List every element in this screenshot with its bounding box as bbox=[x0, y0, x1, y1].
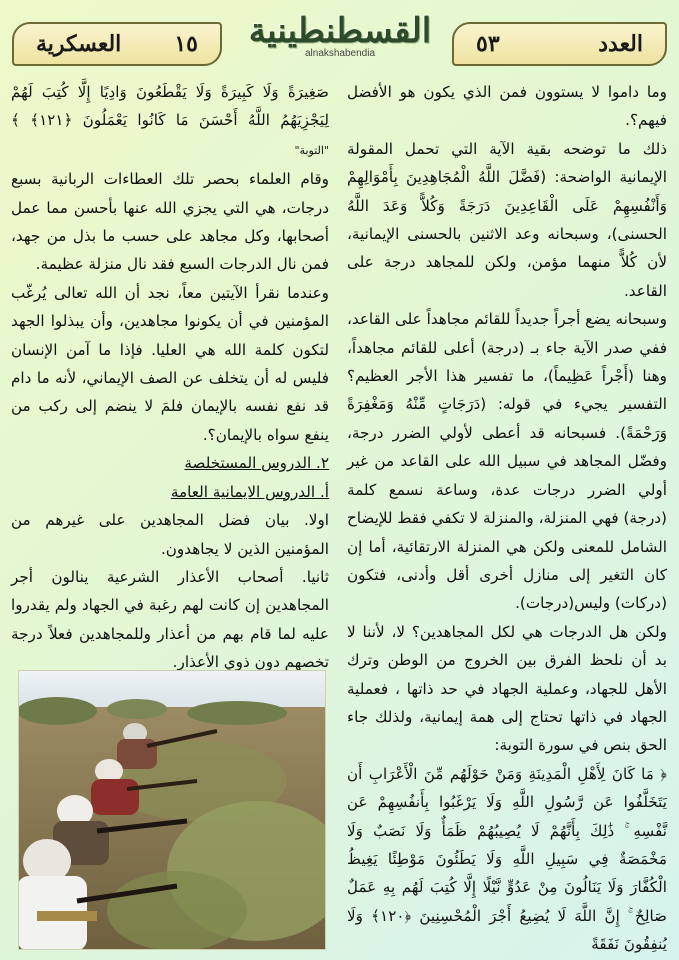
section-heading: ٢. الدروس المستخلصة bbox=[184, 454, 329, 473]
paragraph: ذلك ما توضحه بقية الآية التي تحمل المقولة الإيمانية الواضحة: (فَضَّلَ اللَّهُ الْمُجَاهِدِينَ بِأَمْوَالِهِمْ وَأَنْفُسِهِمْ عَلَى الْقَاعِدِينَ دَرَجَةً وَكُلاًّ وَعَدَ اللَّهُ الحسنى)، وسبحانه وعد الاثنين بالحسنى الإيمانية، لأن كُلاًّ منهما مؤمن، ولكن للمجاهد درجة على القاعد. bbox=[347, 139, 667, 300]
photo-illustration bbox=[18, 671, 325, 950]
quran-verse: ﴿ مَا كَانَ لِأَهْلِ الْمَدِينَةِ وَمَنْ حَوْلَهُم مِّنَ الْأَعْرَابِ أَن يَتَخَلَّفُوا عَن رَّسُولِ اللَّهِ وَلَا يَرْغَبُوا بِأَنفُسِهِمْ عَن نَّفْسِهِ ۚ ذَٰلِكَ بِأَنَّهُمْ لَا يُصِيبُهُمْ ظَمَأٌ وَلَا نَصَبٌ وَلَا مَخْمَصَةٌ فِي سَبِيلِ اللَّهِ وَلَا يَطَئُونَ مَوْطِئًا يَغِيظُ الْكُفَّارَ وَلَا يَنَالُونَ مِنْ عَدُوٍّ نَّيْلًا إِلَّا كُتِبَ لَهُم بِهِ عَمَلٌ صَالِحٌ ۚ إِنَّ اللَّهَ لَا يُضِيعُ أَجْرَ الْمُحْسِنِينَ ﴿١٢٠﴾ وَلَا يُنفِقُونَ نَفَقَةً bbox=[347, 764, 667, 954]
paragraph: وما داموا لا يستوون فمن الذي يكون هو الأفضل فيهم؟. bbox=[347, 83, 667, 130]
section-banner bbox=[12, 22, 222, 66]
page-header bbox=[0, 0, 679, 80]
paragraph: اولا. بيان فضل المجاهدين على غيرهم من المؤمنين الذين لا يجاهدون. bbox=[11, 511, 329, 558]
issue-label: العدد bbox=[598, 31, 643, 57]
logo-title: القسطنطينية bbox=[248, 11, 432, 51]
paragraph: وعندما نقرأ الآيتين معاً، نجد أن الله تعالى يُرغّب المؤمنين في أن يكونوا مجاهدين، وأن يبذلوا الجهد لتكون كلمة الله هي العليا. فإذا ما آمن الإنسان فليس له أن يتخلف عن الصف الإيماني، لأنه ما دام قد نفع نفسه بالإيمان فلمَ لا ينضم إلى ركب من ينفع سواه بالإيمان؟. bbox=[11, 283, 329, 444]
issue-banner bbox=[452, 22, 667, 66]
page-number: ١٥ bbox=[174, 31, 198, 57]
left-column bbox=[11, 78, 329, 677]
fighters-photo bbox=[18, 670, 326, 950]
logo-subtitle: alnakshabendia bbox=[304, 48, 376, 59]
verse-text: صَغِيرَةً وَلَا كَبِيرَةً وَلَا يَقْطَعُونَ وَادِيًا إِلَّا كُتِبَ لَهُمْ لِيَجْزِيَهُمُ اللَّهُ أَحْسَنَ مَا كَانُوا يَعْمَلُونَ ﴿١٢١﴾ ﴾ bbox=[11, 83, 329, 130]
paragraph: ثانيا. أصحاب الأعذار الشرعية ينالون أجر المجاهدين إن كانت لهم رغبة في الجهاد ولم يقدروا عليه لما قام بهم من أعذار وللمجاهدين فعلاً درجة تخصهم دون ذوي الأعذار. bbox=[11, 567, 329, 672]
right-column bbox=[347, 78, 667, 959]
section-title: العسكرية bbox=[36, 31, 122, 57]
magazine-logo bbox=[240, 8, 440, 72]
paragraph: وقام العلماء بحصر تلك العطاءات الربانية بسبع درجات، هي التي يجزي الله عنها بأحسن مما عمل أصحابها، وكل مجاهد على حسب ما بذل من جهد، فمن نال الدرجات السبع فقد نال منزلة عظيمة. bbox=[11, 170, 329, 274]
subsection-heading: أ. الدروس الايمانية العامة bbox=[170, 482, 329, 501]
paragraph: وسبحانه يضع أجراً جديداً للقائم مجاهداً على القاعد، ففي صدر الآية جاء بـ (درجة) أعلى للقائم مجاهداً، وهنا (أَجْراً عَظِيماً)، ما تفسير هذا الأجر العظيم؟ التفسير يجيء في قوله: (دَرَجَاتٍ مِّنْهُ وَمَغْفِرَةً وَرَحْمَةً). فسبحانه قد أعطى لأولي الضرر درجة، وفضّل المجاهد في سبيل الله على القاعد من غير أولي الضرر درجات عدة، وساعة نسمع كلمة (درجة) فهي المنزلة، والمنزلة لا تكفي فقط للإيضاح الشامل للمعنى ولكن هي المنزلة الارتقائية، أما إن كان التغير إلى منازل أخرى أقل وأدنى، فتكون (دركات) وليس(درجات). bbox=[347, 310, 667, 613]
verse-reference: "التوبة" bbox=[294, 143, 329, 157]
issue-number: ٥٣ bbox=[476, 31, 500, 57]
paragraph: ولكن هل الدرجات هي لكل المجاهدين؟ لا، لأننا لا بد أن نلحظ الفرق بين الخروج من الوطن وترك الأهل للجهاد، وعملية الجهاد في حد ذاتها ، فعملية الجهاد في ذاتها تحتاج إلى همة إيمانية، ولذلك جاء الحق بنص في سورة التوبة: bbox=[347, 622, 667, 755]
quran-verse-continued bbox=[11, 78, 329, 165]
